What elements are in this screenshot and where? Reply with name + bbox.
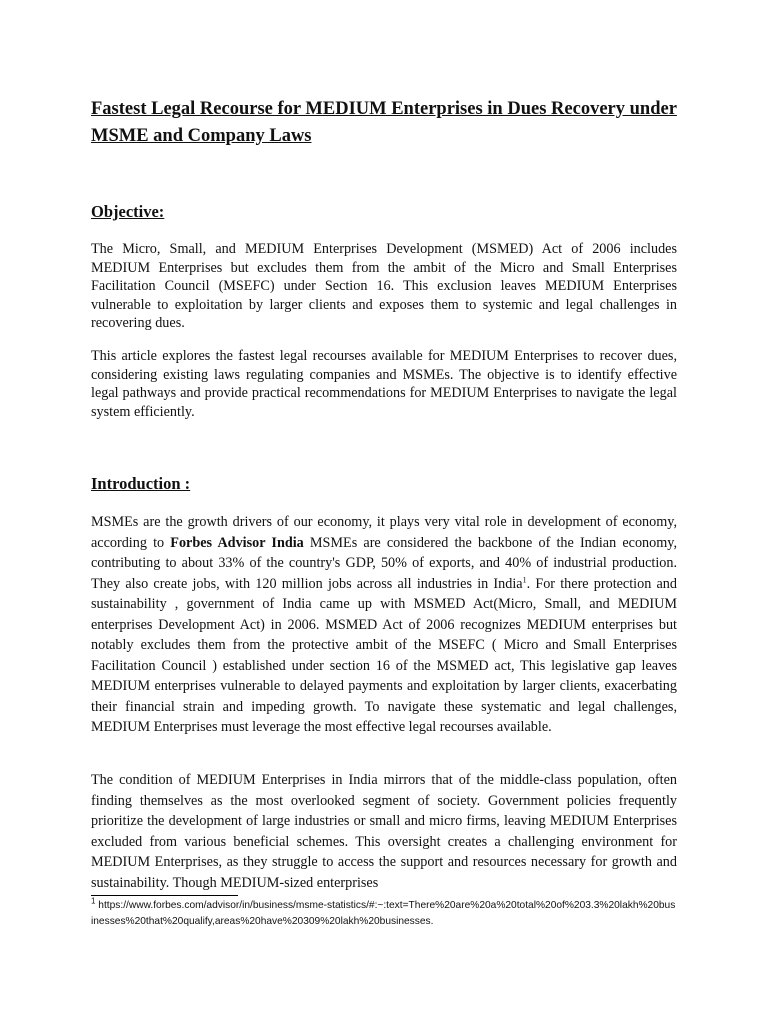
objective-paragraph-1: The Micro, Small, and MEDIUM Enterprises Development (MSMED) Act of 2006 includes MEDIUM Enterprises but excludes them from the ambit of the Micro and Small Enterprises Facilitation Council (MSEFC) under Section 16. This exclusion leaves MEDIUM Enterprises vulnerable to exploitation by larger clients and exposes them to systemic and legal challenges in recovering dues. — [91, 241, 677, 331]
footnote-reference[interactable]: 1 — [522, 574, 527, 584]
document-title: Fastest Legal Recourse for MEDIUM Enterprises in Dues Recovery under MSME and Company Laws — [91, 99, 677, 146]
objective-heading: Objective: — [91, 202, 165, 221]
introduction-heading: Introduction : — [91, 474, 191, 493]
footnote — [91, 898, 677, 930]
intro-text-b: MSMEs are considered the backbone of the Indian economy, contributing to about 33% of the country's GDP, 50% of exports, and 40% of industrial production. They also create jobs, with 120 million jobs across all industries in India — [91, 534, 677, 592]
introduction-paragraph-1 — [91, 512, 677, 738]
intro-text-a: MSMEs are the growth drivers of our economy, it plays very vital role in development of economy, according to — [91, 514, 677, 551]
footnote-divider — [91, 895, 238, 896]
introduction-paragraph-2: The condition of MEDIUM Enterprises in India mirrors that of the middle-class population, often finding themselves as the most overlooked segment of society. Government policies frequently prioritize the development of large industries or small and micro firms, leaving MEDIUM Enterprises excluded from various beneficial schemes. This oversight creates a challenging environment for MEDIUM Enterprises, as they struggle to access the support and resources necessary for growth and sustainability. Though MEDIUM-sized enterprises — [91, 772, 677, 891]
objective-paragraph-2: This article explores the fastest legal recourses available for MEDIUM Enterprises to recover dues, considering existing laws regulating companies and MSMEs. The objective is to identify effective legal pathways and provide practical recommendations for MEDIUM Enterprises to navigate the legal system efficiently. — [91, 348, 677, 420]
intro-text-c: . For there protection and sustainability , government of India came up with MSMED Act(Micro, Small, and MEDIUM enterprises Development Act) in 2006. MSMED Act of 2006 recognizes MEDIUM enterprises but notably excludes them from the protective ambit of the MSEFC ( Micro and Small Enterprises Facilitation Council ) established under section 16 of the MSMED act, This legislative gap leaves MEDIUM enterprises vulnerable to delayed payments and exploitation by larger clients, exacerbating their financial strain and impeding growth. To navigate these systematic and legal challenges, MEDIUM Enterprises must leverage the most effective legal recourses available. — [91, 575, 677, 735]
forbes-advisor-india: Forbes Advisor India — [170, 534, 304, 551]
footnote-number: 1 — [91, 896, 96, 906]
footnote-link[interactable]: https://www.forbes.com/advisor/in/business/msme-statistics/#:~:text=There%20are%20a%20total%20of%203.3%20lakh%20businesses%20that%20qualify,areas%20have%20309%20lakh%20businesses. — [91, 900, 676, 927]
